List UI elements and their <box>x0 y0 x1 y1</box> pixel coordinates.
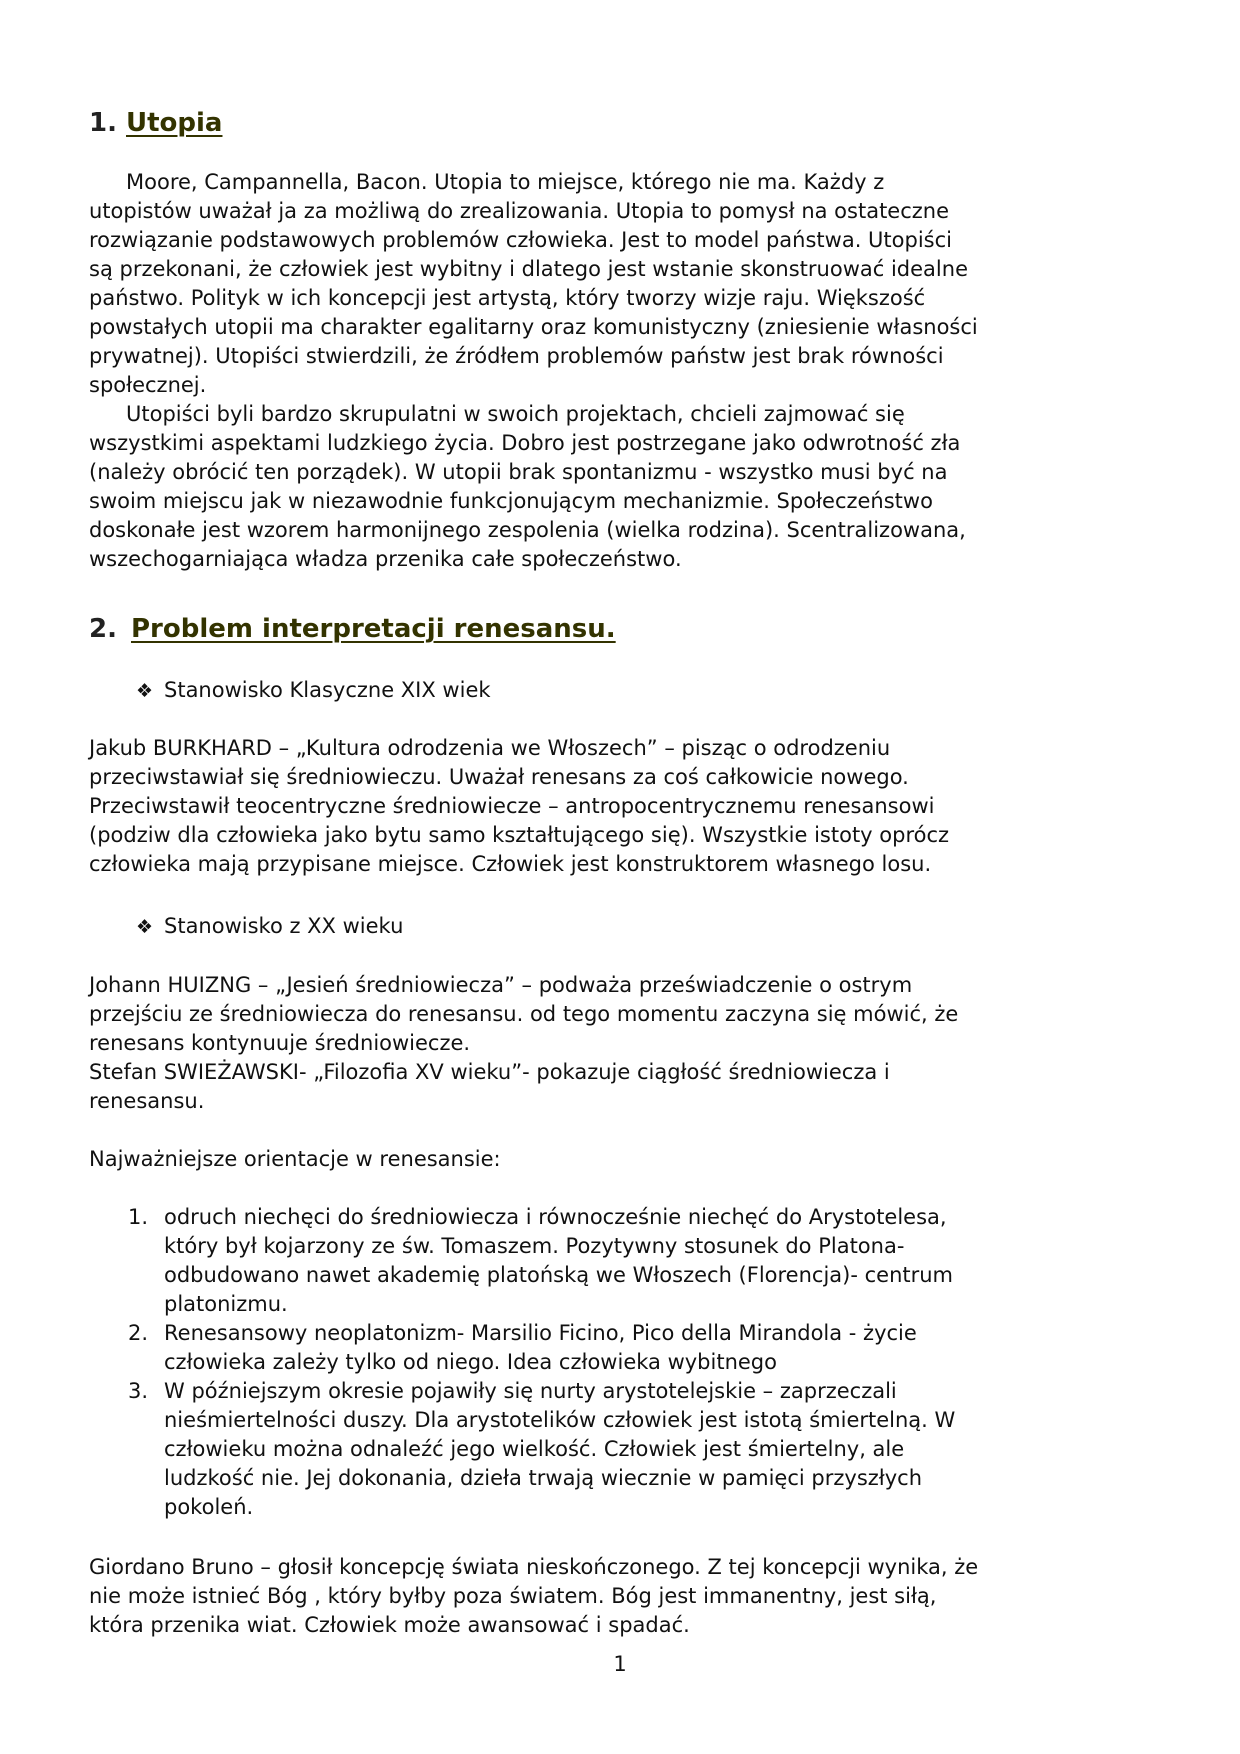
text-line: odruch niechęci do średniowiecza i równocześnie niechęć do Arystotelesa, <box>164 1205 947 1229</box>
text-line: przejściu ze średniowiecza do renesansu. od tego momentu zaczyna się mówić, że <box>89 1002 959 1026</box>
text-line: platonizmu. <box>164 1292 288 1316</box>
heading-title: Problem interpretacji renesansu. <box>131 614 616 644</box>
text-line: Giordano Bruno – głosił koncepcję świata nieskończonego. Z tej koncepcji wynika, że <box>89 1555 979 1579</box>
text-line: społecznej. <box>89 373 207 397</box>
text-line: prywatnej). Utopiści stwierdzili, że źródłem problemów państw jest brak równości <box>89 344 944 368</box>
text-line: człowieka zależy tylko od niego. Idea człowieka wybitnego <box>164 1350 777 1374</box>
page-number: 1 <box>613 1652 627 1676</box>
text-line: renesans kontynuuje średniowiecze. <box>89 1031 471 1055</box>
list-number: 3. <box>128 1379 149 1403</box>
text-line: powstałych utopii ma charakter egalitarny oraz komunistyczny (zniesienie własności <box>89 315 978 339</box>
bullet-text: Stanowisko z XX wieku <box>164 914 404 938</box>
paragraph-utopia-1 <box>89 168 1180 400</box>
paragraph-huizinga <box>89 971 1180 1116</box>
list-item <box>89 1377 1180 1522</box>
list-item <box>89 1203 1180 1319</box>
text-line: ludzkość nie. Jej dokonania, dzieła trwają wiecznie w pamięci przyszłych <box>164 1466 923 1490</box>
text-line: W późniejszym okresie pojawiły się nurty arystotelejskie – zaprzeczali <box>164 1379 897 1403</box>
heading-number: 1. <box>89 108 117 138</box>
text-line: nieśmiertelności duszy. Dla arystotelików człowiek jest istotą śmiertelną. W <box>164 1408 956 1432</box>
text-line: przeciwstawiał się średniowieczu. Uważał renesans za coś całkowicie nowego. <box>89 765 909 789</box>
text-line: państwo. Polityk w ich koncepcji jest artystą, który tworzy wizje raju. Większość <box>89 286 926 310</box>
text-line: człowieku można odnaleźć jego wielkość. Człowiek jest śmiertelny, ale <box>164 1437 905 1461</box>
diamond-bullet-icon: ❖ <box>136 680 154 702</box>
text-line: wszystkimi aspektami ludzkiego życia. Dobro jest postrzegane jako odwrotność zła <box>89 431 961 455</box>
orientations-label <box>89 1145 1180 1174</box>
text-line: są przekonani, że człowiek jest wybitny i dlatego jest wstanie skonstruować idealne <box>89 257 968 281</box>
text-line: (należy obrócić ten porządek). W utopii brak spontanizmu - wszystko musi być na <box>89 460 948 484</box>
text-line: wszechogarniająca władza przenika całe społeczeństwo. <box>89 547 682 571</box>
bullet-20th-century-position <box>136 912 403 942</box>
orientations-list <box>89 1203 1180 1522</box>
text-line: pokoleń. <box>164 1495 254 1519</box>
text-line: rozwiązanie podstawowych problemów człowieka. Jest to model państwa. Utopiści <box>89 228 952 252</box>
paragraph-utopia-2 <box>89 400 1180 574</box>
heading-number: 2. <box>89 614 117 644</box>
paragraph-burkhard <box>89 734 1180 879</box>
text-line: Utopiści byli bardzo skrupulatni w swoich projektach, chcieli zajmować się <box>126 402 905 426</box>
text-line: człowieka mają przypisane miejsce. Człowiek jest konstruktorem własnego losu. <box>89 852 932 876</box>
text-line: Moore, Campannella, Bacon. Utopia to miejsce, którego nie ma. Każdy z <box>126 170 885 194</box>
text-line: swoim miejscu jak w niezawodnie funkcjonującym mechanizmie. Społeczeństwo <box>89 489 933 513</box>
text-line: który był kojarzony ze św. Tomaszem. Pozytywny stosunek do Platona- <box>164 1234 905 1258</box>
paragraph-bruno <box>89 1553 1180 1640</box>
text-line: Przeciwstawił teocentryczne średniowiecze – antropocentrycznemu renesansowi <box>89 794 935 818</box>
list-number: 1. <box>128 1205 149 1229</box>
text-line: Johann HUIZNG – „Jesień średniowiecza” – podważa przeświadczenie o ostrym <box>89 973 913 997</box>
text-line: Stefan SWIEŻAWSKI- „Filozofia XV wieku”- pokazuje ciągłość średniowiecza i <box>89 1060 890 1084</box>
heading-title: Utopia <box>126 108 223 138</box>
diamond-bullet-icon: ❖ <box>136 916 154 938</box>
bullet-classic-position <box>136 676 491 706</box>
text-line: która przenika wiat. Człowiek może awansować i spadać. <box>89 1613 690 1637</box>
text-line: renesansu. <box>89 1089 205 1113</box>
text-line: doskonałe jest wzorem harmonijnego zespolenia (wielka rodzina). Scentralizowana, <box>89 518 966 542</box>
text-line: odbudowano nawet akademię platońską we Włoszech (Florencja)- centrum <box>164 1263 954 1287</box>
list-number: 2. <box>128 1321 149 1345</box>
text-line: Renesansowy neoplatonizm- Marsilio Ficino, Pico della Mirandola - życie <box>164 1321 917 1345</box>
bullet-text: Stanowisko Klasyczne XIX wiek <box>164 678 491 702</box>
heading-utopia <box>89 107 222 139</box>
text-line: Najważniejsze orientacje w renesansie: <box>89 1147 501 1171</box>
text-line: (podziw dla człowieka jako bytu samo kształtującego się). Wszystkie istoty oprócz <box>89 823 950 847</box>
heading-renaissance <box>89 613 616 645</box>
text-line: utopistów uważał ja za możliwą do zrealizowania. Utopia to pomysł na ostateczne <box>89 199 950 223</box>
text-line: Jakub BURKHARD – „Kultura odrodzenia we Włoszech” – pisząc o odrodzeniu <box>89 736 891 760</box>
text-line: nie może istnieć Bóg , który byłby poza światem. Bóg jest immanentny, jest siłą, <box>89 1584 937 1608</box>
list-item <box>89 1319 1180 1377</box>
